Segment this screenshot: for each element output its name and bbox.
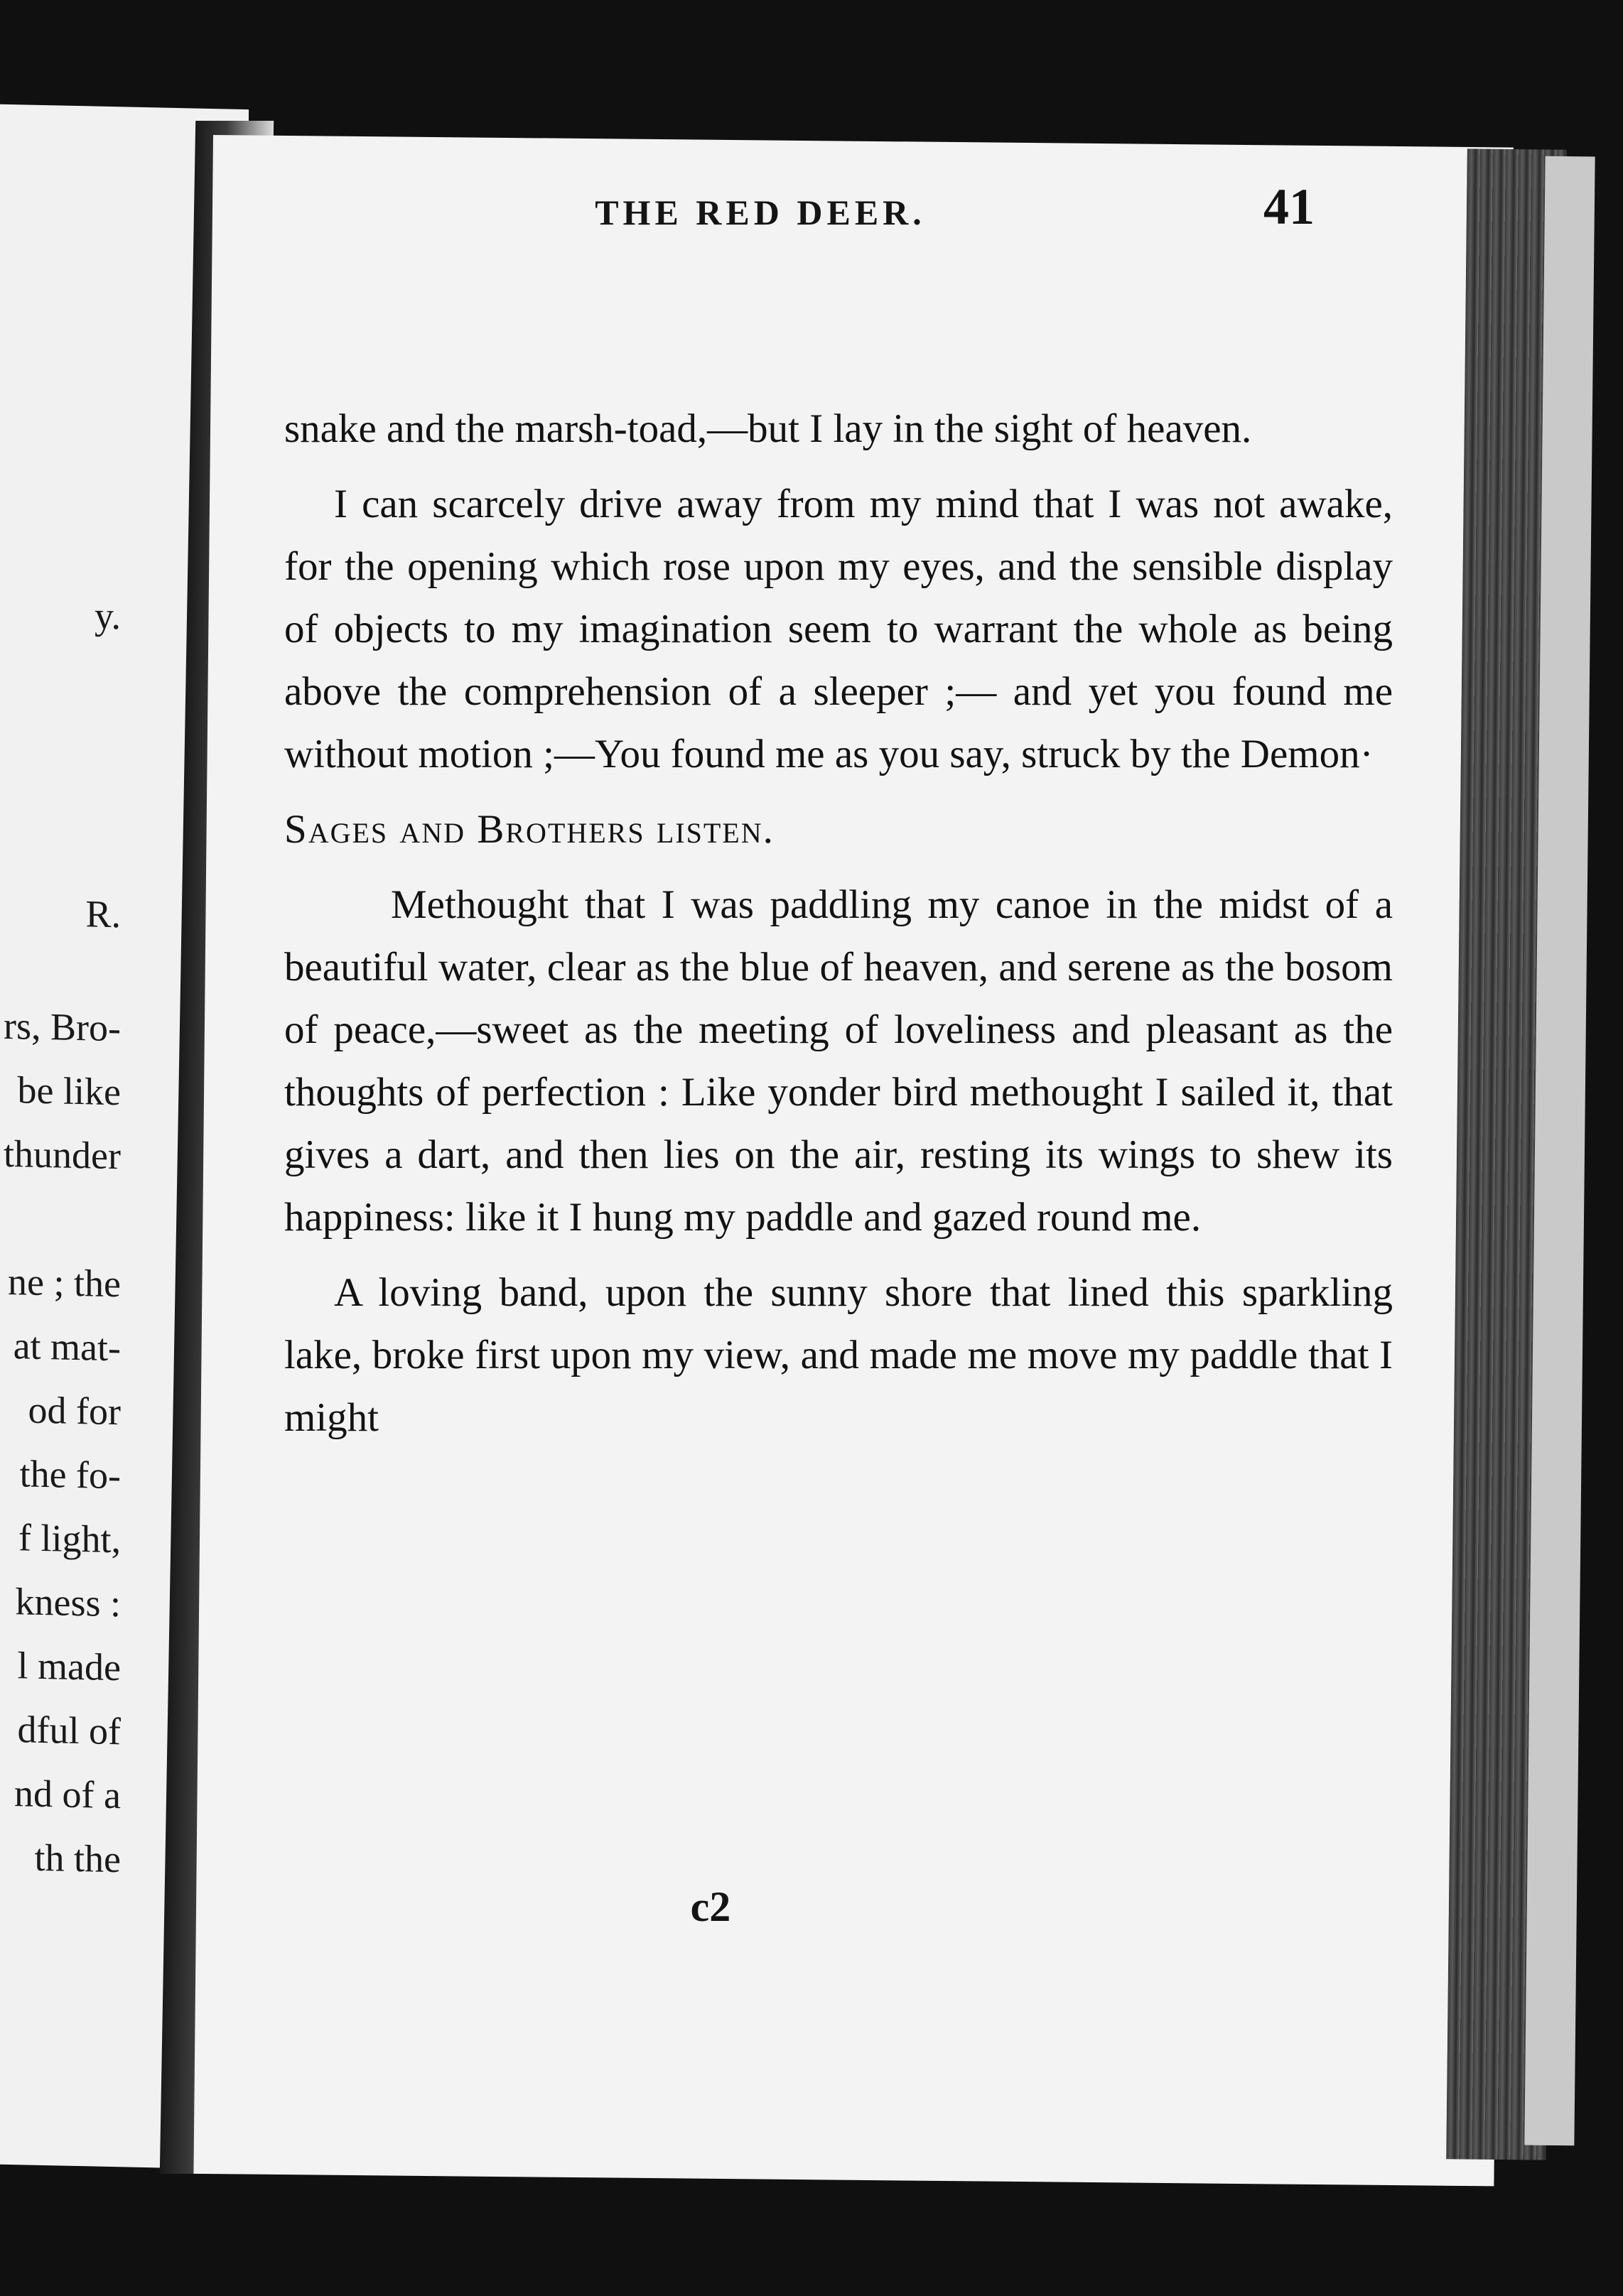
left-page-fragment: f light,	[18, 1516, 121, 1561]
paragraph-heading: Sages and Brothers listen.	[284, 807, 775, 852]
page-number: 41	[1263, 178, 1315, 235]
left-page-fragment: ne ; the	[8, 1260, 121, 1306]
left-page-fragment: the fo-	[19, 1452, 121, 1498]
left-page-fragment: be like	[17, 1068, 121, 1114]
left-page-fragment: thunder	[4, 1132, 121, 1178]
left-page-fragment: nd of a	[14, 1772, 121, 1817]
left-page-fragment: od for	[28, 1388, 121, 1434]
left-page-fragment: dful of	[17, 1708, 121, 1753]
running-head: THE RED DEER.	[595, 193, 926, 232]
left-page-fragment: R.	[85, 892, 121, 936]
signature-mark: c2	[690, 1883, 731, 1930]
paragraph: A loving band, upon the sunny shore that lined this sparkling lake, broke first upon my view, and made me move my paddle that I might	[284, 1270, 1393, 1440]
left-page-fragment: y.	[95, 594, 121, 638]
left-page-fragment: l made	[17, 1644, 121, 1689]
left-page-fragment: kness :	[15, 1580, 121, 1625]
left-page-fragment: rs, Bro-	[4, 1004, 121, 1050]
left-page-fragment: at mat-	[13, 1324, 121, 1370]
body-text	[284, 398, 1393, 1462]
left-page-fragment: th the	[34, 1836, 121, 1881]
paragraph: snake and the marsh-toad,—but I lay in the sight of heaven.	[284, 406, 1252, 451]
paragraph: I can scarcely drive away from my mind that I was not awake, for the opening which rose upon my eyes, and the sensible display of objects to my imagination seem to warrant the whole as being above the comprehension of a sleeper ;— and yet you found me without motion ;—You found me as you say, struck by the Demon·	[284, 482, 1393, 776]
paragraph: Methought that I was paddling my canoe in the midst of a beautiful water, clear as the blue of heaven, and serene as the bosom of peace,—sweet as the meeting of loveliness and pleasant as the thoughts of perfection : Like yonder bird methought I sailed it, that gives a dart, and then lies on the air, resting its wings to shew its happiness: like it I hung my paddle and gazed round me.	[284, 882, 1393, 1240]
